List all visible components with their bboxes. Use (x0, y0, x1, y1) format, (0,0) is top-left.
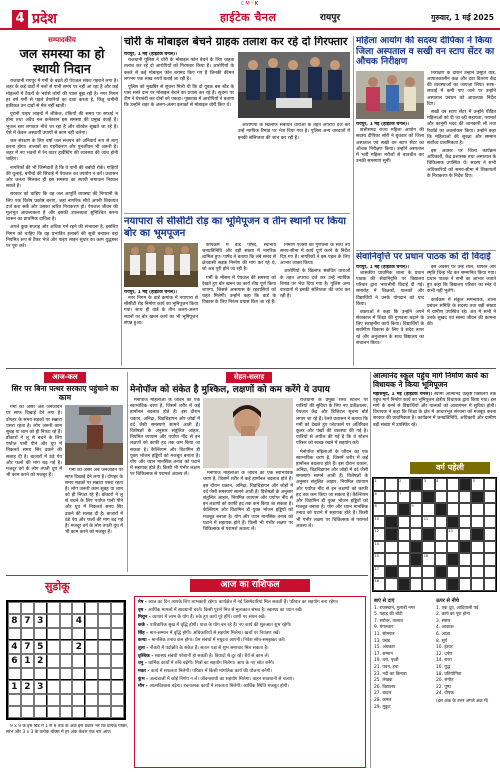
clue-down: 16. युद्ध (436, 664, 451, 670)
sudoku-cell[interactable] (85, 706, 98, 718)
sudoku-cell: 2 (34, 654, 47, 668)
clue-across: 13. प्रचंड (374, 638, 391, 644)
crossword-cell[interactable] (471, 578, 483, 591)
story-theft-headline: चोरी के मोबाइल बेचने ग्राहक तलाश कर रहे दो गिरफ्तार (124, 36, 348, 48)
sudoku-instructions: 9 x 9 के इस ग्रिड में 1 से 9 तक के अंक इस प्रकार भरें कि प्रत्येक पंक्ति, स्तंभ और 3 x 3 के प्रत्येक बॉक्स में हर अंक केवल एक बार आए। (6, 724, 128, 735)
aajkal-label: आज-कल (44, 372, 85, 383)
crossword-cell[interactable] (447, 541, 459, 554)
sudoku-cell: 2 (21, 680, 34, 694)
crossword-cell[interactable]: 18 (373, 578, 385, 591)
crossword-cell[interactable] (422, 578, 434, 591)
crossword-cell[interactable] (484, 541, 496, 554)
crossword-cell[interactable] (484, 566, 496, 579)
clue-across: 28. कमल (374, 698, 392, 704)
sudoku-cell[interactable] (85, 680, 98, 694)
clue-down: 1. एक दूत, आदिवासी पर्व (436, 605, 479, 611)
sudoku-cell[interactable] (72, 602, 85, 614)
crossword-cell[interactable] (422, 503, 434, 516)
crossword-cell (385, 528, 397, 541)
sudoku-cell[interactable] (21, 706, 34, 718)
sudoku-cell[interactable] (85, 602, 98, 614)
clue-down: 18. प्रतियोगिता (436, 671, 462, 677)
sudoku-grid[interactable] (6, 600, 126, 720)
clue-down: 22. पुष्प (436, 684, 451, 690)
crossword-clues-across: बाएं से दाएं 1. राजस्थान, गुलाबी नगर 5. पहाड़ की चोटी 7. सरोवर, तालाब 9. मंगलवार 11. सोमवार 13. प्रचंड 15. अंधकार 17. सम्मान 19. धरा, पृथ्वी 21. पवन, हवा 23. नदी का किनारा 25. लेखक 26. विद्यालय 27. बादल 28. कमल 29. मुकुट (374, 598, 432, 711)
sudoku-cell[interactable] (98, 614, 111, 628)
crossword-cell[interactable] (484, 503, 496, 516)
crossword-cell[interactable] (385, 578, 397, 591)
sudoku-cell[interactable] (47, 668, 60, 680)
crossword-cell[interactable] (484, 528, 496, 541)
box-health: सेहत-सलाह मेनोपॉज को संकेत है मुश्किल, लक्षणों को कम करेंगे ये उपाय मेनोपॉज महिलाओं के जीवन का एक स्वाभाविक चरण है, जिसमें शरीर में कई हार्मोनल बदलाव होते हैं। इस दौरान थकान, अनिद्रा, चिड़चिड़ापन और जोड़ों में दर्द जैसी समस्याएं सामने आती हैं। विशेषज्ञों के अनुसार संतुलित आहार, नियमित व्यायाम और पर्याप्त नींद से इन लक्षणों को काफी हद तक कम किया जा सकता है। कैल्शियम और विटामिन डी युक्त भोजन हड्डियों को मजबूत बनाता है। योग और ध्यान मानसिक तनाव को घटाने में सहायक होते हैं। किसी भी गंभीर लक्षण पर चिकित्सक से परामर्श अवश्य लें। मेनोपॉज महिलाओं के जीवन का एक स्वाभाविक चरण है, जिसमें शरीर में कई हार्मोनल बदलाव होते हैं। इस दौरान थकान, अनिद्रा, चिड़चिड़ापन और जोड़ों में दर्द जैसी समस्याएं सामने आती हैं। विशेषज्ञों के अनुसार संतुलित आहार, नियमित व्यायाम और पर्याप्त नींद से इन लक्षणों को काफी हद तक कम किया जा सकता है। कैल्शियम और विटामिन डी युक्त भोजन हड्डियों को मजबूत बनाता है। योग और ध्यान मानसिक तनाव को घटाने में सहायक होते हैं। किसी भी गंभीर लक्षण पर चिकित्सक से परामर्श अवश्य लें। राजधानी के प्रमुख रेलवे स्टेशन पर यात्रियों की सुविधा के लिए नए प्रतीक्षालय, पेयजल केंद्र और डिजिटल सूचना बोर्ड लगाए जा रहे हैं। रेलवे प्रशासन ने बताया कि गर्मी को देखते हुए प्लेटफार्म पर अतिरिक्त कूलर और पंखों की व्यवस्था की गई है। यात्रियों से अपील की गई है कि वे स्टेशन परिसर को स्वच्छ रखने में सहयोग करें। मेनोपॉज महिलाओं के जीवन का एक स्वाभाविक चरण है, जिसमें शरीर में कई हार्मोनल बदलाव होते हैं। इस दौरान थकान, अनिद्रा, चिड़चिड़ापन और जोड़ों में दर्द जैसी समस्याएं सामने आती हैं। विशेषज्ञों के अनुसार संतुलित आहार, नियमित व्यायाम और पर्याप्त नींद से इन लक्षणों को काफी हद तक कम किया जा सकता है। कैल्शियम और विटामिन डी युक्त भोजन हड्डियों को मजबूत बनाता है। योग और ध्यान मानसिक तनाव को घटाने में सहायक होते हैं। किसी भी गंभीर लक्षण पर चिकित्सक से परामर्श अवश्य लें। (130, 373, 368, 532)
crossword-cell[interactable] (422, 541, 434, 554)
sudoku-cell[interactable] (34, 602, 47, 614)
sudoku-cell[interactable] (85, 640, 98, 654)
horoscope-item: मीन - आत्मविश्वास बढ़ेगा। रचनात्मक कार्यों में सफलता मिलेगी। आर्थिक स्थिति मजबूत होगी। (138, 684, 290, 690)
crossword-cell[interactable] (447, 566, 459, 579)
crossword-cell[interactable]: 15 (373, 553, 385, 566)
crossword-cell[interactable] (385, 478, 397, 491)
sudoku-cell[interactable] (60, 602, 73, 614)
clue-across: 15. अंधकार (374, 645, 395, 651)
crossword-cell[interactable] (398, 541, 410, 554)
crossword-cell (459, 541, 471, 554)
sudoku-cell: 3 (34, 614, 47, 628)
crossword-cell (422, 528, 434, 541)
sudoku-cell[interactable] (8, 694, 21, 706)
crossword-cell[interactable]: 8 (373, 503, 385, 516)
sudoku-cell[interactable] (111, 706, 124, 718)
sudoku-cell[interactable] (111, 602, 124, 614)
clue-down: 6. आज्ञा (436, 631, 451, 637)
sudoku-cell[interactable] (72, 654, 85, 668)
clue-down: 14. राजा (436, 658, 452, 664)
sudoku-cell[interactable] (34, 694, 47, 706)
sudoku-cell: 7 (21, 640, 34, 654)
crossword-cell[interactable] (410, 528, 422, 541)
crossword-cell (447, 516, 459, 529)
clue-across: 5. पहाड़ की चोटी (374, 612, 403, 618)
sudoku-cell: 5 (34, 640, 47, 654)
clue-down: 24. दीपक (436, 691, 454, 697)
health-label: सेहत-सलाह (226, 372, 272, 383)
sudoku-cell[interactable] (98, 602, 111, 614)
sudoku-cell[interactable] (98, 640, 111, 654)
crossword-cell[interactable] (447, 491, 459, 504)
crossword-cell[interactable]: 12 (373, 528, 385, 541)
crossword-cell[interactable] (484, 478, 496, 491)
sudoku-cell[interactable] (111, 654, 124, 668)
horoscope-item: वृश्चिक - स्वास्थ्य संबंधी परेशानी हो सकती है। विवादों से दूर रहें। धैर्य से काम लें। (138, 653, 270, 659)
crossword-cell[interactable] (459, 516, 471, 529)
crossword-cell (435, 503, 447, 516)
sudoku-cell[interactable] (8, 668, 21, 680)
crossword-cell[interactable] (410, 566, 422, 579)
crossword-cell[interactable] (435, 578, 447, 591)
sudoku-cell[interactable] (47, 680, 60, 694)
sudoku-cell[interactable] (98, 694, 111, 706)
crossword-cell[interactable] (484, 578, 496, 591)
sudoku-cell[interactable] (72, 668, 85, 680)
clue-down: 20. संगीत (436, 678, 454, 684)
crossword-cell[interactable] (484, 553, 496, 566)
crossword-cell[interactable] (435, 516, 447, 529)
sudoku-cell[interactable] (72, 628, 85, 640)
sudoku-cell: 2 (72, 640, 85, 654)
crossword-cell (410, 478, 422, 491)
sudoku-cell[interactable] (34, 668, 47, 680)
crossword-cell[interactable] (422, 566, 434, 579)
crossword-cell (471, 528, 483, 541)
crossword-cell[interactable] (410, 578, 422, 591)
crossword-cell (422, 491, 434, 504)
editorial (6, 36, 118, 366)
sudoku-cell[interactable] (72, 706, 85, 718)
crossword-cell[interactable]: 17 (373, 566, 385, 579)
clue-across: 11. सोमवार (374, 631, 395, 637)
masthead (0, 10, 500, 30)
crossword-cell[interactable] (385, 491, 397, 504)
crossword-cell[interactable] (459, 578, 471, 591)
editorial-body: राजधानी रायपुर में गर्मी के बढ़ते ही पेयजल संकट गहराने लगा है। शहर के कई वार्डों में नलों से पानी समय पर नहीं आ रहा है और कई मोहल्लों में टैंकरों के भरोसे लोगों की प्यास बुझ रही है। नगर निगम हर वर्ष गर्मी से पहले तैयारियों का दावा करता है, किंतु जमीनी हकीकत उन दावों से मेल नहीं खाती। पुरानी पाइप लाइनों में लीकेज, टंकियों की समय पर सफाई न होना तथा अवैध नल कनेक्शन इस समस्या की प्रमुख वजहें हैं। भूजल स्तर लगातार नीचे जा रहा है और बोरवेल सूखते जा रहे हैं। ऐसे में केवल अस्थायी उपायों से काम नहीं चलेगा। जल संरक्षण के लिए वर्षा जल संचयन को अनिवार्य रूप से लागू करना होगा। तालाबों का गहरीकरण और पुनर्जीवन भी जरूरी है। शहर में नए भवनों में रेन वाटर हार्वेस्टिंग की व्यवस्था की जांच होनी चाहिए। नागरिकों की भी जिम्मेदारी है कि वे पानी की बर्बादी रोकें। गाड़ियों की धुलाई, बगीचों की सिंचाई में पेयजल का उपयोग न करें। प्रशासन और जनता मिलकर ही इस समस्या का स्थायी समाधान निकाल सकते हैं। सरकार को चाहिए कि वह जल आपूर्ति व्यवस्था की निगरानी के लिए एक विशेष प्रकोष्ठ बनाए, जहां नागरिक सीधे अपनी शिकायत दर्ज करा सकें और उसका त्वरित निराकरण हो। पेयजल जीवन की मूलभूत आवश्यकता है और इसकी उपलब्धता सुनिश्चित करना शासन का प्राथमिक दायित्व है। अगले कुछ सप्ताह और अधिक गर्म रहने की संभावना है, इसलिए निगम को चाहिए कि वह प्रभावित इलाकों की सूची बनाकर वहां नियमित रूप से टैंकर भेजे और पाइप लाइन सुधार का काम युद्धस्तर पर पूरा करे। (6, 79, 118, 249)
clue-across: 25. लेखक (374, 678, 393, 684)
horoscope-item: कन्या - मानसिक तनाव कम होगा। प्रेम संबंधों में मधुरता आएगी। निवेश सोच-समझकर करें। (138, 638, 286, 644)
crossword-cell (410, 553, 422, 566)
sudoku-cell[interactable] (72, 694, 85, 706)
editorial-label: सम्पादकीय (48, 36, 76, 44)
clue-down: 3. संसार (436, 618, 451, 624)
page-number: 4 (12, 10, 28, 28)
cmyk-marker: CMYK (240, 1, 260, 7)
crossword-cell[interactable] (484, 491, 496, 504)
crossword-cell (398, 578, 410, 591)
story-women: महिला आयोग की सदस्य दीपिका ने किया जिला अस्पताल व सखी वन स्टाप सेंटर का औचक निरीक्षण रायपुर, 1 मई (हाईटेक चैनल)। छत्तीसगढ़ राज्य महिला आयोग की सदस्य दीपिका सोरी ने बुधवार को जिला अस्पताल एवं सखी वन स्टाप सेंटर का औचक निरीक्षण किया। उन्होंने अस्पताल में भर्ती महिला मरीजों से बातचीत कर उनकी समस्याएं सुनीं। निरीक्षण के दौरान उन्होंने प्रसूति वार्ड, आपातकालीन कक्ष और दवा वितरण केंद्र की व्यवस्थाओं का जायजा लिया। साफ-सफाई में कमी पाए जाने पर उन्होंने अस्पताल प्रबंधन को आवश्यक निर्देश दिए। सखी वन स्टाप सेंटर में उन्होंने पीड़ित महिलाओं को दी जा रही सहायता, परामर्श और कानूनी मदद की जानकारी ली तथा रिकॉर्ड का अवलोकन किया। उन्होंने कहा कि महिलाओं की सुरक्षा और सम्मान सर्वोच्च प्राथमिकता है। इस अवसर पर जिला कार्यक्रम अधिकारी, केंद्र प्रशासक तथा अस्पताल के चिकित्सक उपस्थित थे। सदस्य ने सभी अधिकारियों को समय-सीमा में शिकायतों के निराकरण के निर्देश दिए। (356, 36, 496, 179)
atmanand-headline: आत्मानंद स्कूल पहुंच मार्ग निर्माण कार्य का विधायक ने किया भूमिपूजन (373, 372, 489, 389)
clue-down: 4. आकाश (436, 625, 454, 631)
crossword-cell (385, 516, 397, 529)
story-seva-headline: सेवानिवृत्ति पर प्रधान पाठक को दी विदाई (356, 252, 491, 262)
crossword-cell[interactable] (385, 503, 397, 516)
sudoku-cell[interactable] (85, 668, 98, 680)
sudoku-cell[interactable] (60, 668, 73, 680)
sudoku-cell[interactable] (111, 628, 124, 640)
commission-member-photo (356, 71, 424, 119)
sudoku-cell[interactable] (47, 602, 60, 614)
crossword-cell (398, 503, 410, 516)
horoscope-item: सिंह - मान-सम्मान में वृद्धि होगी। अधिकारियों से सहयोग मिलेगा। खर्चों पर नियंत्रण रखें। (138, 630, 281, 636)
sudoku-cell: 4 (8, 640, 21, 654)
crossword-cell[interactable] (471, 541, 483, 554)
crossword-cell[interactable] (398, 553, 410, 566)
sudoku-title: सुडोकू (45, 580, 70, 593)
crossword-cell[interactable]: 6 (373, 491, 385, 504)
sudoku-cell: 3 (34, 680, 47, 694)
sudoku-cell: 4 (72, 614, 85, 628)
sudoku-cell[interactable] (85, 614, 98, 628)
clue-across: 27. बादल (374, 691, 392, 697)
sudoku-cell[interactable] (47, 706, 60, 718)
sudoku-cell[interactable] (47, 628, 60, 640)
crossword-cell (471, 491, 483, 504)
sudoku-cell[interactable] (60, 706, 73, 718)
clue-across: 7. सरोवर, तालाब (374, 618, 403, 624)
sudoku-cell[interactable] (60, 694, 73, 706)
crossword-cell (447, 553, 459, 566)
crossword-cell[interactable] (398, 516, 410, 529)
crossword-cell[interactable] (471, 516, 483, 529)
police-arrest-photo (238, 52, 350, 118)
clue-across: 23. नदी का किनारा (374, 671, 407, 677)
crossword-cell[interactable] (385, 553, 397, 566)
clue-down: 10. ईश्वर (436, 645, 453, 651)
sudoku-cell[interactable] (47, 640, 60, 654)
sudoku-cell[interactable] (34, 628, 47, 640)
horoscope-item: कर्क - पारिवारिक सुख में वृद्धि होगी। यात्रा के योग बन रहे हैं। नए कार्य की शुरुआत शुभ रहेगी। (138, 622, 292, 628)
sudoku-cell[interactable] (85, 654, 98, 668)
crossword-cell[interactable] (385, 541, 397, 554)
box-aajkal: आज-कल सिर पर बिना पत्थर सरकाए पहुंचाने का काम गर्मी का असर अब जनजीवन पर साफ दिखाई देने लगा है। दोपहर के समय सड़कों पर सन्नाटा पसरा रहता है। लोग जरूरी काम सुबह या शाम को ही निपटा रहे हैं। डॉक्टरों ने लू से बचने के लिए पर्याप्त पानी पीने और धूप में निकलते समय सिर ढकने की सलाह दी है। बाजारों में ठंडे पेय और फलों की मांग बढ़ गई है। मजदूर वर्ग के लोग तपती धूप में भी काम करने को मजबूर हैं। गर्मी का असर अब जनजीवन पर साफ दिखाई देने लगा है। दोपहर के समय सड़कों पर सन्नाटा पसरा रहता है। लोग जरूरी काम सुबह या शाम को ही निपटा रहे हैं। डॉक्टरों ने लू से बचने के लिए पर्याप्त पानी पीने और धूप में निकलते समय सिर ढकने की सलाह दी है। बाजारों में ठंडे पेय और फलों की मांग बढ़ गई है। मजदूर वर्ग के लोग तपती धूप में भी काम करने को मजबूर हैं। (6, 373, 123, 536)
clue-across: 17. सम्मान (374, 651, 393, 657)
horoscope-item: कुंभ - जल्दबाजी में कोई निर्णय न लें। जीवनसाथी का सहयोग मिलेगा। वाहन सावधानी से चलाएं। (138, 676, 295, 682)
crossword-cell[interactable] (410, 516, 422, 529)
sudoku-cell[interactable] (60, 680, 73, 694)
crossword-cell[interactable] (459, 503, 471, 516)
crossword-clues-down: ऊपर से नीचे 1. एक दूत, आदिवासी पर्व 2. कार्य का पूरा होना 3. संसार 4. आकाश 6. आज्ञा 8. सूर्य 10. ईश्वर 12. दर्पण 14. राजा 16. युद्ध 18. प्रतियोगिता 20. संगीत 22. पुष्प 24. दीपक (इस अंक के उत्तर अगले अंक में) (436, 598, 498, 706)
newspaper-brand: हाईटेक चैनल (220, 11, 277, 24)
crossword-cell (459, 478, 471, 491)
story-land-headline: नयापारा से सीसीटी रोड़ का भूमिपूजन व तीन स्थानों पर किया बोर का भूमपूजन (124, 216, 346, 239)
horoscope-item: धनु - धार्मिक कार्यों में रुचि बढ़ेगी। मित्रों का सहयोग मिलेगा। आय के नए स्रोत बनेंगे। (138, 661, 275, 667)
clue-across: 29. मुकुट (374, 704, 391, 710)
crossword-cell[interactable] (410, 491, 422, 504)
sudoku-cell[interactable] (47, 614, 60, 628)
sudoku-cell: 7 (21, 614, 34, 628)
clue-across: 21. पवन, हवा (374, 664, 399, 670)
crossword-cell[interactable]: 2 (398, 478, 410, 491)
crossword-cell[interactable] (435, 541, 447, 554)
aajkal-headline: सिर पर बिना पत्थर सरकाए पहुंचाने का काम (11, 384, 119, 403)
sudoku-cell[interactable] (60, 640, 73, 654)
sudoku-cell[interactable] (60, 628, 73, 640)
editorial-headline: जल समस्या का हो स्थायी निदान (19, 46, 105, 76)
clue-down: 12. दर्पण (436, 651, 453, 657)
crossword-cell[interactable]: 13 (447, 528, 459, 541)
clue-across: 1. राजस्थान, गुलाबी नगर (374, 605, 415, 611)
horoscope-item: तुला - नौकरी में पदोन्नति के संकेत हैं। संतान पक्ष से शुभ समाचार मिल सकता है। (138, 645, 269, 651)
sudoku-cell[interactable] (111, 640, 124, 654)
sudoku-cell[interactable] (34, 706, 47, 718)
sudoku-cell[interactable] (98, 680, 111, 694)
sudoku-cell[interactable] (85, 628, 98, 640)
sudoku-cell[interactable] (21, 602, 34, 614)
clue-across: 19. धरा, पृथ्वी (374, 658, 399, 664)
sudoku-cell[interactable] (111, 680, 124, 694)
sudoku-cell[interactable] (85, 694, 98, 706)
crossword-cell[interactable] (447, 478, 459, 491)
sudoku-cell[interactable] (98, 654, 111, 668)
crossword-cell[interactable] (459, 566, 471, 579)
story-seva: सेवानिवृत्ति पर प्रधान पाठक को दी विदाई रायपुर, 1 मई (हाईटेक चैनल)। शासकीय प्राथमिक शाला के प्रधान पाठक की सेवानिवृत्ति पर विद्यालय परिवार द्वारा भावभीनी विदाई दी गई। समारोह में शिक्षकों, पालकों और विद्यार्थियों ने उनके योगदान को याद किया। वक्ताओं ने कहा कि उन्होंने अपने सेवाकाल में शिक्षा की गुणवत्ता बढ़ाने के लिए सराहनीय कार्य किया। विद्यार्थियों के सर्वांगीण विकास के लिए वे सदैव तत्पर रहे और अनुशासन के साथ विद्यालय का संचालन किया। इस अवसर पर उन्हें शाल, श्रीफल और स्मृति चिन्ह भेंट कर सम्मानित किया गया। प्रधान पाठक ने सभी का आभार जताते हुए कहा कि विद्यालय परिवार का स्नेह वे कभी नहीं भूलेंगे। कार्यक्रम में संकुल समन्वयक, शाला प्रबंधन समिति के सदस्य तथा बड़ी संख्या में ग्रामीण उपस्थित रहे। अंत में सभी ने उनके सुखद एवं स्वस्थ जीवन की कामना की। (356, 252, 496, 346)
sudoku-cell[interactable] (60, 654, 73, 668)
crossword-cell[interactable] (484, 516, 496, 529)
sudoku-cell[interactable] (21, 628, 34, 640)
crossword-cell[interactable] (459, 491, 471, 504)
crossword-title: वर्ग पहेली (410, 462, 490, 474)
crossword-cell[interactable] (471, 553, 483, 566)
sudoku-cell[interactable] (111, 614, 124, 628)
horoscope-item: मकर - कार्य में सफलता मिलेगी। परिवार में किसी मांगलिक कार्य की योजना बनेगी। (138, 668, 273, 674)
sudoku-cell[interactable] (98, 628, 111, 640)
crossword-cell[interactable]: 5 (471, 478, 483, 491)
sudoku-cell: 1 (8, 680, 21, 694)
crossword-cell[interactable]: 9 (410, 503, 422, 516)
crossword-cell[interactable] (471, 566, 483, 579)
bhoomipujan-photo (124, 243, 198, 287)
crossword-grid[interactable] (372, 477, 497, 592)
city-name: रायपुर (320, 13, 341, 23)
sudoku-cell: 1 (21, 654, 34, 668)
crossword-cell[interactable] (471, 503, 483, 516)
crossword-cell (385, 566, 397, 579)
crossword-cell[interactable] (398, 566, 410, 579)
crossword-cell (410, 541, 422, 554)
horoscope-item: मेष - आज का दिन आपके लिए लाभकारी रहेगा। कार्यक्षेत्र में नई जिम्मेदारियां मिल सकती हैं। परिवार का सहयोग बना रहेगा। (138, 600, 339, 605)
horoscope-box (134, 596, 366, 768)
horoscope-item: वृष - आर्थिक मामलों में सावधानी बरतें। किसी पुराने मित्र से मुलाकात संभव है। स्वास्थ्य का ध्यान रखें। (138, 607, 303, 613)
crossword-cell[interactable] (435, 553, 447, 566)
crossword-cell[interactable] (435, 491, 447, 504)
story-women-headline: महिला आयोग की सदस्य दीपिका ने किया जिला अस्पताल व सखी वन स्टाप सेंटर का औचक निरीक्षण (356, 36, 495, 68)
story-atmanand: आत्मानंद स्कूल पहुंच मार्ग निर्माण कार्य का विधायक ने किया भूमिपूजन महासमुंद, 1 मई (हाईटेक चैनल)। स्वामी आत्मानंद उत्कृष्ट विद्यालय तक पहुंच मार्ग निर्माण कार्य का भूमिपूजन क्षेत्रीय विधायक द्वारा किया गया। इस मार्ग के बनने से विद्यार्थियों और पालकों को आवागमन में सुविधा होगी। विधायक ने कहा कि शिक्षा के क्षेत्र में आधारभूत संरचना को मजबूत करना सरकार की प्राथमिकता है। कार्यक्रम में जनप्रतिनिधि, अधिकारी और ग्रामीण बड़ी संख्या में उपस्थित रहे। (373, 372, 496, 428)
crossword-cell[interactable]: 16 (422, 553, 434, 566)
section-name: प्रदेश (32, 11, 57, 27)
crossword-cell[interactable] (398, 528, 410, 541)
sudoku-cell[interactable] (60, 614, 73, 628)
sudoku-cell[interactable] (111, 668, 124, 680)
horoscope-title: आज का राशिफल (190, 579, 310, 592)
crossword-cell[interactable] (459, 553, 471, 566)
crossword-cell (447, 578, 459, 591)
sudoku-cell[interactable] (21, 668, 34, 680)
sudoku-cell: 8 (8, 614, 21, 628)
issue-date: गुरुवार, 1 मई 2025 (431, 13, 494, 22)
clue-across: 9. मंगलवार (374, 625, 394, 631)
clue-down: 2. कार्य का पूरा होना (436, 612, 470, 618)
clue-across: 26. विद्यालय (374, 684, 396, 690)
crossword-cell[interactable]: 3 (422, 478, 434, 491)
crossword-cell (435, 566, 447, 579)
crossword-cell[interactable] (435, 528, 447, 541)
sudoku-cell[interactable] (8, 602, 21, 614)
crossword-cell[interactable]: 11 (422, 516, 434, 529)
sudoku-cell[interactable] (47, 654, 60, 668)
crossword-cell[interactable]: 1 (373, 478, 385, 491)
sudoku-cell[interactable] (8, 628, 21, 640)
health-headline: मेनोपॉज को संकेत है मुश्किल, लक्षणों को कम करेंगे ये उपाय (130, 385, 330, 396)
crossword-cell[interactable]: 7 (398, 491, 410, 504)
sudoku-cell[interactable] (47, 694, 60, 706)
sudoku-cell[interactable] (72, 680, 85, 694)
sudoku-cell[interactable] (98, 706, 111, 718)
story-theft: चोरी के मोबाइल बेचने ग्राहक तलाश कर रहे दो गिरफ्तार रायपुर, 1 मई (हाईटेक चैनल)। राजधानी पुलिस ने चोरी के मोबाइल फोन बेचने के लिए ग्राहक तलाश कर रहे दो आरोपियों को गिरफ्तार किया है। आरोपियों के कब्जे से कई मोबाइल फोन बरामद किए गए हैं जिनकी कीमत लगभग एक लाख रुपये बताई जा रही है। पुलिस को मुखबिर से सूचना मिली थी कि दो युवक बस स्टैंड के पास सस्ते दाम पर मोबाइल बेचने का प्रयास कर रहे हैं। सूचना पर टीम ने घेराबंदी कर दोनों को पकड़ा। पूछताछ में आरोपियों ने बताया कि उन्होंने शहर के अलग-अलग इलाकों से मोबाइल चोरी किए थे। आरोपियों के खिलाफ संबंधित धाराओं के तहत अपराध दर्ज कर उन्हें न्यायिक रिमांड पर भेज दिया गया है। पुलिस अन्य वारदातों में इनकी संलिप्तता की जांच कर रही है। (124, 36, 350, 141)
story-land: नयापारा से सीसीटी रोड़ का भूमिपूजन व तीन स्थानों पर किया बोर का भूमपूजन रायपुर, 1 मई (हाईटेक चैनल)। नगर निगम के वार्ड क्रमांक में नयापारा से सीसीटी रोड़ निर्माण कार्य का भूमिपूजन किया गया। साथ ही वार्ड के तीन अलग-अलग स्थानों पर बोर खनन कार्य का भी भूमिपूजन संपन्न हुआ। कार्यक्रम में वार्ड पार्षद, स्थानीय जनप्रतिनिधि और बड़ी संख्या में नागरिक शामिल हुए। पार्षद ने बताया कि लंबे समय से क्षेत्रवासी सड़क निर्माण की मांग कर रहे थे, जो अब पूरी होने जा रही है। गर्मी के मौसम में पेयजल की समस्या को देखते हुए बोर खनन का कार्य शीघ्र पूर्ण किया जाएगा, जिससे आसपास के रहवासियों को राहत मिलेगी। उन्होंने कहा कि वार्ड के विकास के लिए निरंतर प्रयास किए जा रहे हैं। निर्माण एजेंसी को गुणवत्ता के साथ तय समय-सीमा में कार्य पूर्ण करने के निर्देश दिए गए हैं। नागरिकों ने इस पहल के लिए आभार व्यक्त किया। आरोपियों के खिलाफ संबंधित धाराओं के तहत अपराध दर्ज कर उन्हें न्यायिक रिमांड पर भेज दिया गया है। पुलिस अन्य वारदातों में इनकी संलिप्तता की जांच कर रही है। (124, 216, 350, 326)
sudoku-cell[interactable] (8, 706, 21, 718)
crossword-cell[interactable] (447, 503, 459, 516)
worker-photo (65, 405, 123, 465)
clue-down: 8. सूर्य (436, 638, 448, 644)
sudoku-cell[interactable] (111, 694, 124, 706)
crossword-cell[interactable]: 10 (373, 516, 385, 529)
sudoku-cell[interactable] (98, 668, 111, 680)
crossword-cell[interactable]: 14 (373, 541, 385, 554)
crossword-cell[interactable] (459, 528, 471, 541)
horoscope-item: मिथुन - व्यापार में लाभ के योग हैं। रुके हुए कार्य पूरे होंगे। वाणी पर संयम रखें। (138, 615, 266, 621)
sudoku-cell[interactable] (21, 694, 34, 706)
sudoku-cell: 6 (8, 654, 21, 668)
woman-health-photo (203, 398, 293, 468)
crossword-cell[interactable]: 4 (435, 478, 447, 491)
